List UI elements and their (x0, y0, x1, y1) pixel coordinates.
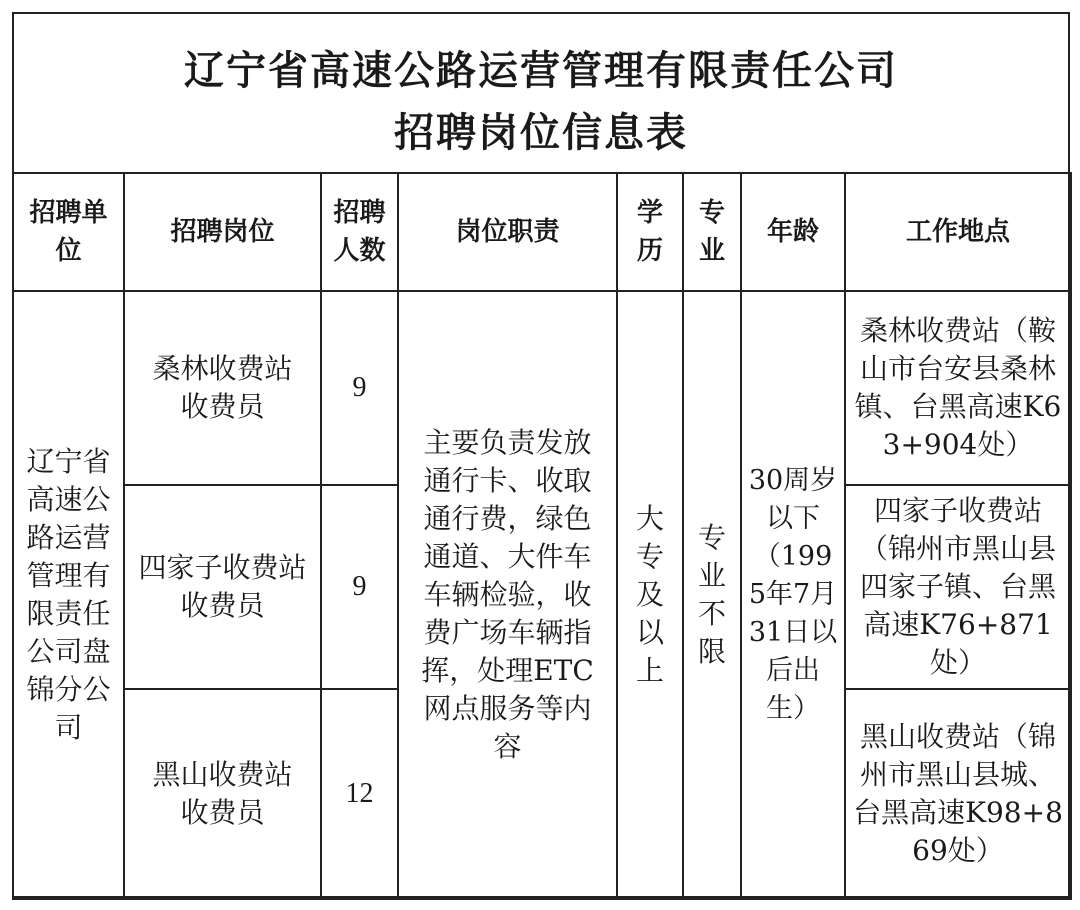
header-age: 年龄 (741, 173, 845, 291)
cell-age: 30周岁以下（1995年7月31日以后出生） (741, 291, 845, 899)
cell-unit: 辽宁省高速公路运营管理有限责任公司盘锦分公司 (13, 291, 124, 899)
header-location: 工作地点 (845, 173, 1071, 291)
header-education: 学历 (617, 173, 683, 291)
cell-duty: 主要负责发放通行卡、收取通行费，绿色通道、大件车车辆检验，收费广场车辆指挥，处理ETC网点服务等内容 (398, 291, 617, 899)
cell-position: 黑山收费站收费员 (124, 689, 321, 899)
recruitment-table (12, 172, 1072, 900)
cell-position: 四家子收费站收费员 (124, 485, 321, 689)
cell-count: 9 (321, 485, 398, 689)
cell-location: 黑山收费站（锦州市黑山县城、台黑高速K98+869处） (845, 689, 1071, 899)
cell-location: 桑林收费站（鞍山市台安县桑林镇、台黑高速K63+904处） (845, 291, 1071, 485)
header-duty: 岗位职责 (398, 173, 617, 291)
document-title (12, 12, 1070, 172)
table-row (13, 291, 1071, 485)
header-count: 招聘人数 (321, 173, 398, 291)
cell-count: 9 (321, 291, 398, 485)
title-line-table-name: 招聘岗位信息表 (394, 110, 688, 156)
header-row (13, 173, 1071, 291)
cell-education: 大专及以上 (617, 291, 683, 899)
header-major: 专业 (683, 173, 741, 291)
header-position: 招聘岗位 (124, 173, 321, 291)
cell-major: 专业不限 (683, 291, 741, 899)
cell-position: 桑林收费站收费员 (124, 291, 321, 485)
header-unit: 招聘单位 (13, 173, 124, 291)
title-line-company: 辽宁省高速公路运营管理有限责任公司 (184, 48, 898, 94)
cell-location: 四家子收费站（锦州市黑山县四家子镇、台黑高速K76+871处） (845, 485, 1071, 689)
cell-count: 12 (321, 689, 398, 899)
